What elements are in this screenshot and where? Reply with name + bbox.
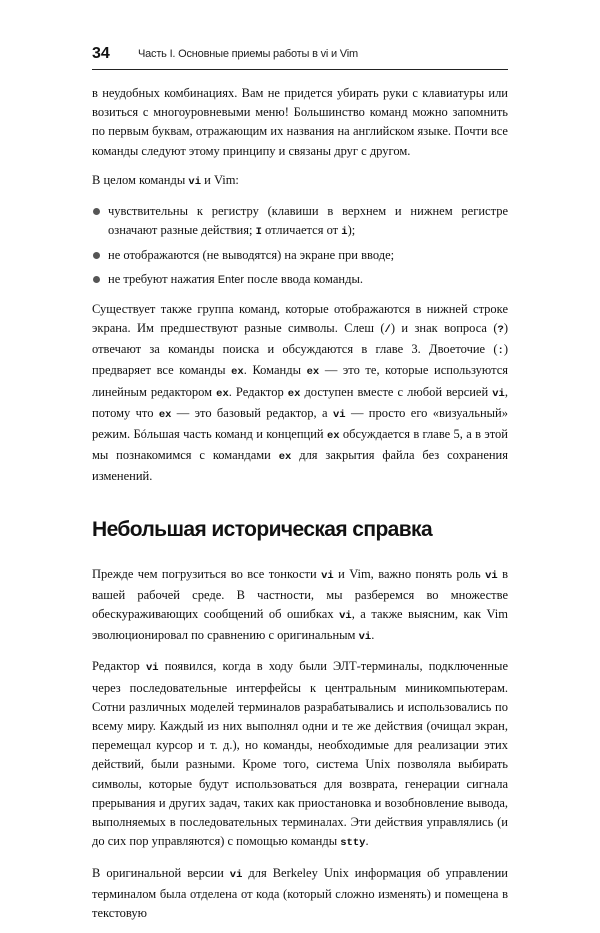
code-vi: vi bbox=[188, 175, 201, 188]
code-i: i bbox=[341, 226, 348, 239]
text-run: не отображаются (не выводятся) на экране при вводе; bbox=[108, 248, 395, 263]
page-number: 34 bbox=[92, 45, 110, 62]
text-run: и Vim: bbox=[201, 172, 239, 187]
code-ex: ex bbox=[158, 408, 172, 421]
text-run: — просто его «визуальный» режим. Бóльшая часть команд и концепций bbox=[92, 405, 508, 442]
page-header bbox=[92, 40, 508, 74]
text-run: Существует также группа команд, которые отображаются в нижней строке экрана. Им предшествуют разные символы. Слеш ( bbox=[92, 301, 508, 336]
code-vi: vi bbox=[332, 408, 346, 421]
code-ex: ex bbox=[216, 387, 229, 400]
paragraph-commands-lead bbox=[92, 171, 508, 192]
bullet-icon bbox=[93, 252, 100, 259]
code-question: ? bbox=[497, 324, 504, 337]
text-run: , а также выясним, как Vim эволюционировал по сравнению с оригинальным bbox=[92, 607, 509, 643]
running-title: Часть I. Основные приемы работы в vi и Vim bbox=[138, 48, 358, 60]
bullet-icon bbox=[93, 208, 100, 215]
paragraph-berkeley bbox=[92, 864, 508, 924]
code-vi: vi bbox=[145, 662, 159, 675]
paragraph-history-intro bbox=[92, 565, 508, 648]
text-run: В целом команды bbox=[92, 172, 189, 187]
text-run: ) предваряет все команды bbox=[92, 342, 508, 378]
code-vi: vi bbox=[229, 868, 243, 881]
header-rule bbox=[92, 69, 508, 70]
text-run: после ввода команды. bbox=[244, 271, 363, 286]
text-run: чувствительны к регистру (клавиши в верхнем и нижнем регистре означают разные действия; bbox=[108, 204, 508, 238]
code-ex: ex bbox=[278, 451, 292, 464]
text-run: отличается от bbox=[261, 223, 342, 238]
text-run: — это те, которые используются линейным редактором bbox=[92, 363, 508, 399]
section-heading: Небольшая историческая справка bbox=[92, 517, 433, 541]
text-run: . bbox=[371, 628, 375, 643]
code-vi: vi bbox=[358, 631, 372, 644]
text-run: появился, когда в ходу были ЭЛТ-терминалы, подключенные через последовательные интерфейсы к центральным миникомпьютерам. Сотни различных моделей терминалов разрабатывались и использовались по всему миру. Каждый из них выполнял одни и те же действия (очищал экран, перемещал курсор и т. д.), но команды, необходимые для реализации этих действий, были разными. Кроме того, система Unix позволяла выбирать символы, которые будут использоваться для возврата, генерации сигнала прерывания и других задач, таких как приостановка и возобновление вывода, выполняемых в последовательных терминалах. Эти действия управлялись (и до сих пор управляются) с помощью команды bbox=[92, 659, 508, 849]
code-ex: ex bbox=[231, 366, 244, 379]
page-body bbox=[92, 84, 508, 933]
code-ex: ex bbox=[306, 366, 320, 379]
text-run: . Команды bbox=[243, 363, 307, 378]
code-slash: / bbox=[384, 324, 391, 337]
paragraph-intro: в неудобных комбинациях. Вам не придется убирать руки с клавиатуры или возиться с многоуровневыми меню! Большинство команд можно запомнить по первым буквам, отражающим их названия на английском языке. Почти все команды следуют этому принципу и связаны друг с другом. bbox=[92, 86, 508, 158]
text-run: обсуждается в главе 5, а в этой мы познакомимся с командами bbox=[92, 427, 508, 463]
text-run: не требуют нажатия bbox=[108, 271, 218, 286]
text-run: Прежде чем погрузиться во все тонкости bbox=[92, 566, 322, 581]
text-run: ) отвечают за команды поиска и обсуждаются в главе 3. Двоеточие ( bbox=[92, 321, 508, 357]
text-run: . bbox=[365, 834, 369, 849]
code-colon: : bbox=[497, 345, 504, 358]
text-run: — это базовый редактор, а bbox=[171, 405, 333, 420]
text-run: В оригинальной версии bbox=[92, 865, 230, 880]
code-ex: ex bbox=[326, 430, 340, 443]
code-stty: stty bbox=[340, 837, 366, 850]
code-I: I bbox=[255, 226, 262, 239]
text-run: и Vim, важно понять роль bbox=[333, 566, 486, 581]
text-run: в вашей рабочей среде. В частности, мы разберемся во множестве обескураживающих сообщений об ошибках bbox=[92, 566, 509, 622]
bullet-list bbox=[92, 202, 508, 290]
list-item bbox=[92, 202, 508, 242]
code-ex: ex bbox=[287, 387, 301, 400]
code-vi: vi bbox=[321, 569, 334, 582]
bullet-icon bbox=[93, 276, 100, 283]
text-run: . Редактор bbox=[228, 384, 288, 399]
paragraph-ex-commands bbox=[92, 300, 508, 487]
key-enter: Enter bbox=[217, 273, 245, 286]
list-item bbox=[92, 246, 508, 265]
text-run: ) и знак вопроса ( bbox=[390, 321, 498, 336]
text-run: Редактор bbox=[92, 659, 146, 674]
code-vi: vi bbox=[485, 569, 498, 582]
text-run: доступен вместе с любой версией bbox=[300, 384, 493, 399]
paragraph-terminals bbox=[92, 657, 508, 853]
text-run: для Berkeley Unix информация об управлении терминалом была отделена от кода (который сложно изменять) и помещена в текстовую bbox=[92, 865, 509, 920]
code-vi: vi bbox=[492, 387, 505, 400]
text-run: для закрытия файла без сохранения изменений. bbox=[92, 448, 508, 484]
list-item bbox=[92, 270, 508, 290]
text-run: , потому что bbox=[92, 384, 508, 420]
text-run: ); bbox=[347, 223, 356, 238]
code-vi: vi bbox=[339, 610, 352, 623]
